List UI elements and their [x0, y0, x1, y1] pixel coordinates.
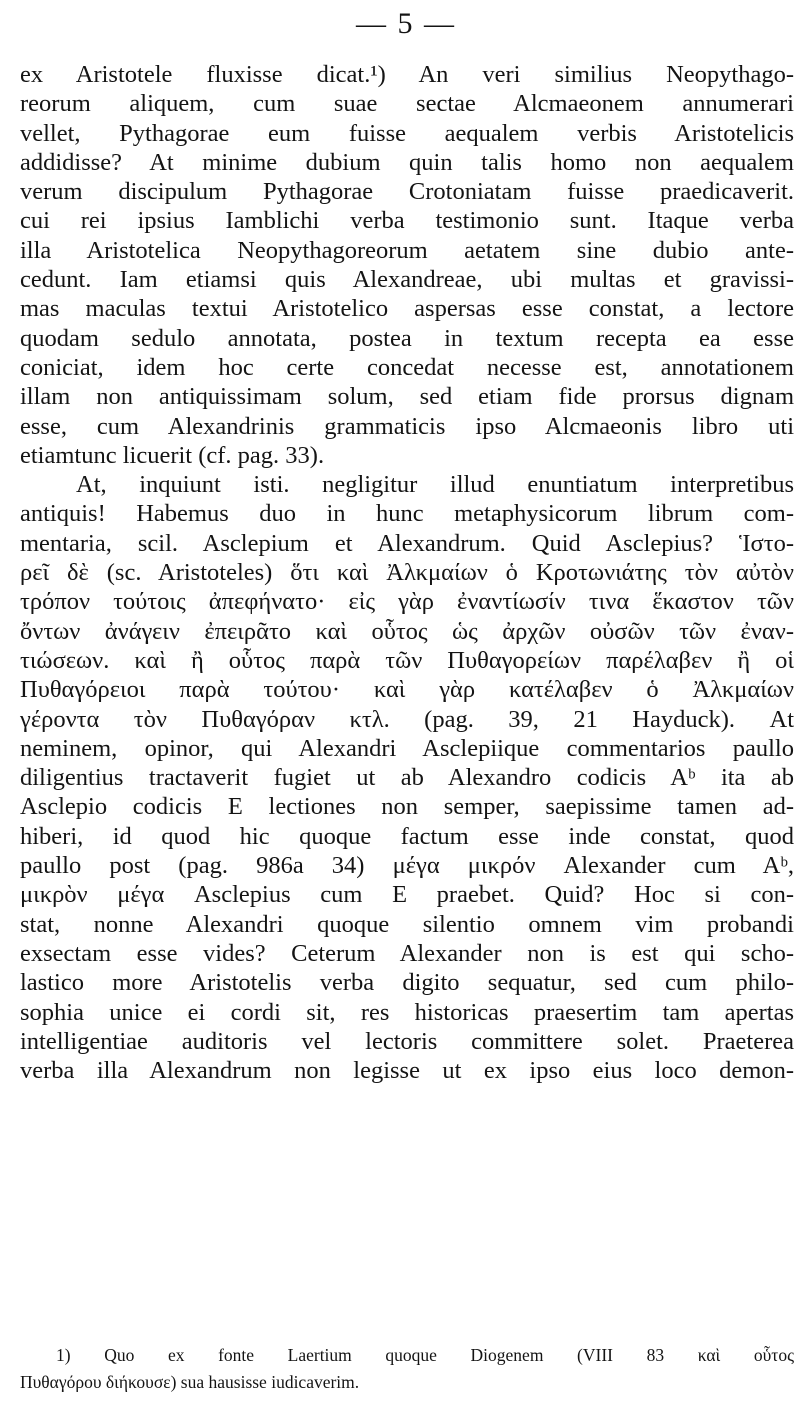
text-line: esse, cum Alexandrinis grammaticis ipso Alcmaeonis libro uti — [20, 412, 794, 440]
text-line: intelligentiae auditoris vel lectoris committere solet. Praeterea — [20, 1027, 794, 1055]
footnote-line: 1) Quo ex fonte Laertium quoque Diogenem (VIII 83 καὶ οὗτος — [56, 1345, 794, 1365]
text-line: Πυθαγόρειοι παρὰ τούτου· καὶ γὰρ κατέλαβεν ὁ Ἀλκμαίων — [20, 676, 794, 704]
text-line: exsectam esse vides? Ceterum Alexander non is est qui scho- — [20, 939, 794, 967]
text-line: μικρὸν μέγα Asclepius cum E praebet. Quid? Hoc si con- — [20, 881, 794, 909]
text-line: coniciat, idem hoc certe concedat necesse est, annotationem — [20, 353, 794, 381]
text-line: paullo post (pag. 986a 34) μέγα μικρόν Alexander cum Aᵇ, — [20, 852, 794, 880]
text-line: etiamtunc licuerit (cf. pag. 33). — [20, 441, 325, 469]
text-line: reorum aliquem, cum suae sectae Alcmaeonem annumerari — [20, 90, 794, 118]
text-line: verum discipulum Pythagorae Crotoniatam fuisse praedicaverit. — [20, 178, 794, 206]
text-line: diligentius tractaverit fugiet ut ab Alexandro codicis Aᵇ ita ab — [20, 764, 794, 792]
text-line: antiquis! Habemus duo in hunc metaphysicorum librum com- — [20, 500, 794, 528]
main-text — [20, 60, 794, 1085]
page-number: — 5 — — [356, 7, 456, 40]
footnote-line: Πυθαγόρου διήκουσε) sua hausisse iudicaverim. — [20, 1372, 360, 1392]
text-line: verba illa Alexandrum non legisse ut ex ipso eius loco demon- — [20, 1057, 794, 1085]
footnotes — [20, 1342, 794, 1396]
text-line: ex Aristotele fluxisse dicat.¹) An veri similius Neopythago- — [20, 61, 794, 88]
text-line: neminem, opinor, qui Alexandri Asclepiique commentarios paullo — [20, 734, 794, 762]
text-line: mas maculas textui Aristotelico aspersas esse constat, a lectore — [20, 295, 794, 323]
text-line: mentaria, scil. Asclepium et Alexandrum. Quid Asclepius? Ἱστο- — [20, 529, 794, 557]
text-line: quodam sedulo annotata, postea in textum recepta ea esse — [20, 324, 794, 352]
text-line: stat, nonne Alexandri quoque silentio omnem vim probandi — [20, 910, 794, 938]
text-line: lastico more Aristotelis verba digito sequatur, sed cum philo- — [20, 969, 794, 997]
text-line: ὄντων ἀνάγειν ἐπειρᾶτο καὶ οὗτος ὡς ἀρχῶν οὐσῶν τῶν ἐναν- — [20, 617, 794, 645]
text-line: illa Aristotelica Neopythagoreorum aetatem sine dubio ante- — [20, 236, 794, 264]
text-line: γέροντα τὸν Πυθαγόραν κτλ. (pag. 39, 21 Hayduck). At — [20, 705, 794, 733]
text-line: vellet, Pythagorae eum fuisse aequalem verbis Aristotelicis — [20, 119, 794, 147]
text-line: addidisse? At minime dubium quin talis homo non aequalem — [20, 148, 794, 176]
text-line: τρόπον τούτοις ἀπεφήνατο· εἰς γὰρ ἐναντίωσίν τινα ἕκαστον τῶν — [20, 588, 794, 616]
text-line: τιώσεων. καὶ ἢ οὗτος παρὰ τῶν Πυθαγορείων παρέλαβεν ἢ οἱ — [20, 646, 794, 674]
text-line: Asclepio codicis E lectiones non semper, saepissime tamen ad- — [20, 793, 794, 821]
text-line: ρεῖ δὲ (sc. Aristoteles) ὅτι καὶ Ἀλκμαίων ὁ Κροτωνιάτης τὸν αὐτὸν — [20, 559, 794, 587]
text-line: At, inquiunt isti. negligitur illud enuntiatum interpretibus — [76, 471, 794, 499]
text-line: cedunt. Iam etiamsi quis Alexandreae, ubi multas et gravissi- — [20, 266, 794, 294]
text-line: cui rei ipsius Iamblichi verba testimonio sunt. Itaque verba — [20, 207, 794, 235]
text-line: hiberi, id quod hic quoque factum esse inde constat, quod — [20, 822, 794, 850]
text-line: sophia unice ei cordi sit, res historicas praesertim tam apertas — [20, 998, 794, 1026]
text-line: illam non antiquissimam solum, sed etiam fide prorsus dignam — [20, 383, 794, 411]
